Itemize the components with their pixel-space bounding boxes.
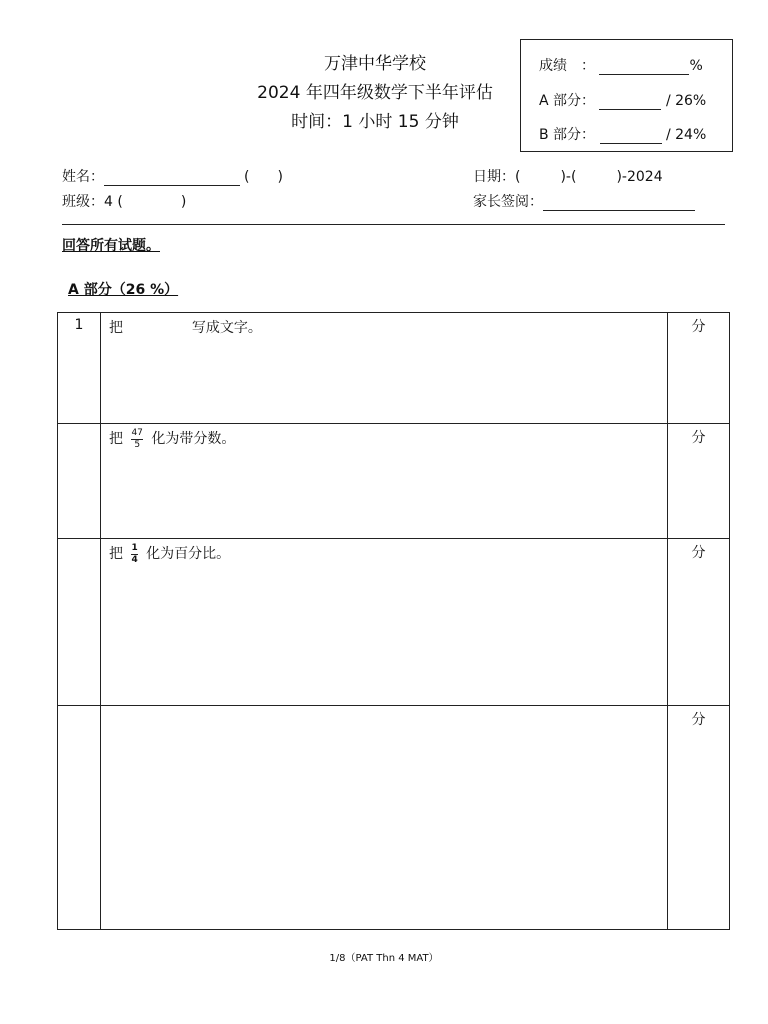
- class-label: 班级：4 (: [62, 194, 123, 210]
- question-suffix: 化为百分比。: [146, 546, 231, 562]
- page-footer: 1/8（PAT Thn 4 MAT）: [329, 953, 439, 964]
- question-text: [101, 539, 668, 706]
- question-row: [58, 539, 730, 706]
- name-blank[interactable]: [104, 169, 240, 186]
- part-a-label: A 部分：: [539, 93, 596, 109]
- part-a-row: [539, 90, 706, 110]
- divider: [62, 224, 725, 225]
- exam-time: 时间：1 小时 15 分钟: [291, 112, 459, 132]
- mark-label: 分: [668, 424, 730, 539]
- fraction-denominator: 5: [134, 439, 141, 450]
- question-prefix: 把: [109, 546, 123, 562]
- question-row: [58, 313, 730, 424]
- date-label: 日期：(: [473, 169, 521, 185]
- header: [180, 50, 570, 137]
- question-text: [101, 313, 668, 424]
- date-end: )-2024: [616, 169, 663, 185]
- fraction: [131, 544, 137, 565]
- name-row: [62, 166, 283, 186]
- question-suffix: 化为带分数。: [151, 431, 236, 447]
- parent-signature-blank[interactable]: [543, 194, 695, 211]
- part-b-total: / 24%: [665, 127, 707, 143]
- question-number: [58, 539, 101, 706]
- parent-row: [473, 191, 695, 211]
- name-label: 姓名：: [62, 169, 104, 185]
- question-prefix: 把: [109, 431, 123, 447]
- part-a-total: / 26%: [665, 93, 707, 109]
- mark-label: 分: [668, 313, 730, 424]
- grade-label: 成绩 ：: [539, 58, 595, 74]
- part-a-blank[interactable]: [599, 93, 661, 110]
- question-number: 1: [58, 313, 101, 424]
- name-paren: ( ): [244, 169, 283, 185]
- fraction-numerator: 47: [131, 427, 143, 438]
- grade-blank[interactable]: [599, 58, 689, 75]
- question-number: [58, 706, 101, 930]
- class-blank[interactable]: [123, 194, 181, 210]
- question-suffix: 写成文字。: [191, 320, 262, 336]
- instruction: 回答所有试题。: [62, 238, 160, 254]
- date-mid: )-(: [560, 169, 577, 185]
- mark-label: 分: [668, 706, 730, 930]
- score-box: [520, 39, 733, 152]
- part-b-blank[interactable]: [600, 127, 662, 144]
- date-row: [473, 166, 663, 186]
- date-month-blank[interactable]: [576, 169, 616, 185]
- grade-suffix: %: [689, 58, 703, 74]
- parent-label: 家长签阅：: [473, 194, 543, 210]
- question-row: [58, 706, 730, 930]
- fraction-numerator: 1: [131, 542, 138, 553]
- section-a-title: A 部分（26 %）: [68, 282, 179, 298]
- question-number: [58, 424, 101, 539]
- question-prefix: 把: [109, 320, 123, 336]
- exam-title: 2024 年四年级数学下半年评估: [257, 83, 493, 103]
- mark-label: 分: [668, 539, 730, 706]
- school-name: 万津中华学校: [324, 54, 426, 74]
- question-table: [57, 312, 730, 930]
- class-close: ): [180, 194, 187, 210]
- part-b-row: [539, 124, 706, 144]
- question-text: [101, 424, 668, 539]
- part-b-label: B 部分：: [539, 127, 596, 143]
- grade-row: [539, 55, 703, 75]
- question-row: [58, 424, 730, 539]
- class-row: [62, 191, 186, 211]
- date-day-blank[interactable]: [520, 169, 560, 185]
- fraction-denominator: 4: [131, 554, 138, 565]
- question-text: [101, 706, 668, 930]
- fraction: [131, 429, 142, 450]
